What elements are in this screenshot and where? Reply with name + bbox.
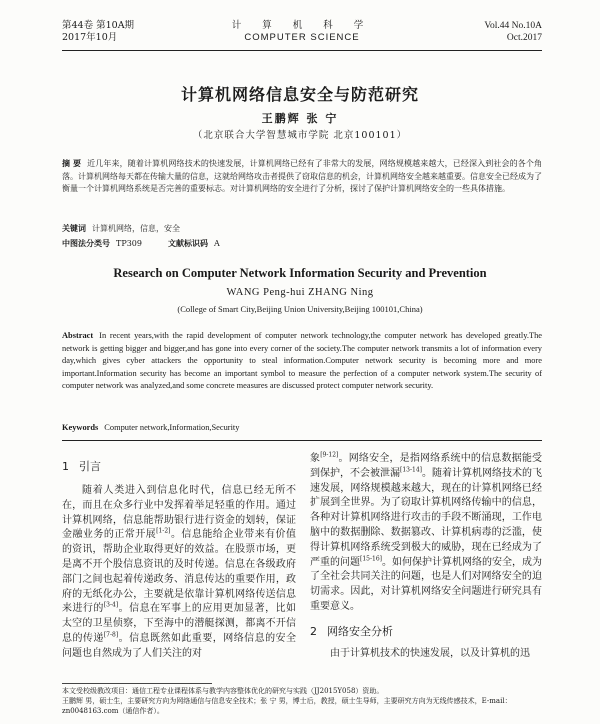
- page-title: 计算机网络信息安全与防范研究: [180, 85, 419, 104]
- citation: [9-12]: [320, 451, 339, 459]
- text-run: 。随着计算机网络技术的飞速发展，网络规模越来越大，现在的计算机网络已经扩展到全世界。为了窃取计算机网络传输中的信息，各种对计算机网络进行攻击的手段不断涌现，工作电脑中的数据删除、数据篡改、计算机病毒的泛滥，使得计算机网络系统受到极大的威胁，现在已经成为了严重的问题: [310, 467, 543, 568]
- classification: [62, 238, 542, 250]
- keywords-cn-text: 计算机网络，信息，安全: [92, 224, 180, 233]
- author-note: 王鹏辉 男，硕士生，主要研究方向为网络通信与信息安全技术；张 宁 男，博士后，教授，硕士生导师，主要研究方向为无线传感技术，E-mail：zn0048163.com（通信作者）。: [62, 697, 512, 715]
- footnote: [62, 686, 542, 716]
- volume-issue-en: [484, 20, 542, 44]
- authors-cn: 王鹏辉 张 宁: [261, 112, 339, 125]
- keywords-en: [62, 422, 542, 434]
- affiliation-cn: （北京联合大学智慧城市学院 北京100101）: [192, 130, 408, 141]
- body-right-column: [310, 452, 542, 662]
- clc-label: 中图法分类号: [62, 239, 110, 248]
- abstract-cn: [62, 158, 542, 196]
- authors-en: WANG Peng-hui ZHANG Ning: [226, 287, 374, 298]
- citation: [7-8]: [103, 631, 119, 639]
- running-header: [62, 20, 542, 50]
- abstract-cn-label: 摘 要: [62, 159, 82, 168]
- abstract-en-label: Abstract: [62, 331, 94, 340]
- clc-value: TP309: [116, 239, 142, 248]
- section-heading: [62, 460, 296, 474]
- section-number: 2: [310, 624, 317, 638]
- abstract-rule: [62, 440, 542, 441]
- body-paragraph: [62, 484, 296, 662]
- journal-name-en: COMPUTER SCIENCE: [244, 32, 360, 43]
- text-run: 随着人类进入到信息化时代，信息已经无所不在，而且在众多行业中发挥着举足轻重的作用。通过计算机网络，信息能帮助银行进行资金的划转，保证金融业务的正常开展: [62, 485, 296, 541]
- journal-name: [62, 20, 542, 44]
- keywords-cn: [62, 223, 542, 235]
- doc-code-value: A: [214, 239, 220, 248]
- vol-no-en: Vol.44 No.10A: [484, 21, 542, 31]
- funding-note: 本文受校级教改项目：通信工程专业课程体系与教学内容整体优化的研究与实践（JJ2015Y058）资助。: [62, 687, 384, 695]
- citation: [15-16]: [360, 555, 382, 563]
- text-run: 。信息能给企业带来有价值的资讯，帮助企业取得更好的效益。在股票市场，更是离不开个股信息资讯的及时传递。信息在各级政府部门之间也起着传递政务、消息传达的重要作用，政府的无纸化办公，主要就是依靠计算机网络传送信息来进行的: [62, 529, 297, 615]
- date-en: Oct.2017: [506, 33, 542, 43]
- citation: [13-14]: [400, 466, 422, 474]
- volume-issue-cn: 第44卷 第10A期: [62, 20, 135, 31]
- body-paragraph: 由于计算机技术的快速发展，以及计算机的迅: [330, 647, 530, 659]
- journal-name-cn: 计 算 机 科 学: [231, 20, 373, 31]
- text-run: 象: [310, 453, 321, 464]
- section-heading: [310, 625, 542, 639]
- text-run: 。如何保护计算机网络的安全，成为了全社会共同关注的问题，也是人们对网络安全的迫切需求。因此，对计算机网络安全问题进行研究具有重要意义。: [310, 556, 543, 612]
- abstract-cn-text: 近几年来，随着计算机网络技术的快速发展，计算机网络已经有了非常大的发展，网络规模越来越大，已经深入到社会的各个角落。计算机网络每天都在传输大量的信息，这就给网络攻击者提供了窃取信息的机会，计算机网络安全越来越重要。信息安全已经成为了衡量一个计算机网络系统是否完善的重要标志。对计算机网络的安全进行了分析，探讨了保护计算机网络安全的一些具体措施。: [62, 159, 542, 193]
- keywords-en-label: Keywords: [62, 423, 99, 432]
- keywords-cn-label: 关键词: [62, 224, 86, 233]
- header-rule: [62, 50, 542, 51]
- section-title: 引言: [79, 460, 101, 473]
- doc-code-label: 文献标识码: [168, 239, 208, 248]
- keywords-en-text: Computer network,Information,Security: [104, 423, 240, 432]
- citation: [3-4]: [103, 602, 119, 610]
- abstract-en: [62, 330, 542, 393]
- body-paragraph: [310, 452, 542, 615]
- section-number: 1: [62, 460, 69, 473]
- date-cn: 2017年10月: [62, 32, 118, 43]
- abstract-en-text: In recent years,with the rapid development of computer network technology,the computer network has developed greatly.The network is getting bigger and bigger,and has gone into every corner of the society.The computer network transmits a lot of information every day,which gives cyber attackers the opportunity to steal information.Computer network security is becoming more and more important.Information security has become an important symbol to measure the perfection of a computer network system.The security of computer network was analyzed,and some concrete measures are discussed protect computer network security.: [62, 331, 542, 391]
- affiliation-en: (College of Smart City,Beijing Union University,Beijing 100101,China): [177, 304, 423, 314]
- text-run: 。信息在军事上的应用更加显著，比如太空的卫星侦察，下至海中的潜艇探测，都离不开信息的传递: [62, 603, 297, 644]
- text-run: 。网络安全，是指网络系统中的信息数据能受到保护，不会被泄漏: [310, 453, 543, 479]
- citation: [1-2]: [156, 528, 171, 536]
- title-en: Research on Computer Network Information Security and Prevention: [113, 266, 487, 280]
- text-run: 。信息既然如此重要，网络信息的安全问题也自然成为了人们关注的对: [62, 632, 297, 659]
- section-title: 网络安全分析: [327, 624, 393, 638]
- footnote-rule: [62, 683, 212, 684]
- body-left-column: [62, 460, 296, 662]
